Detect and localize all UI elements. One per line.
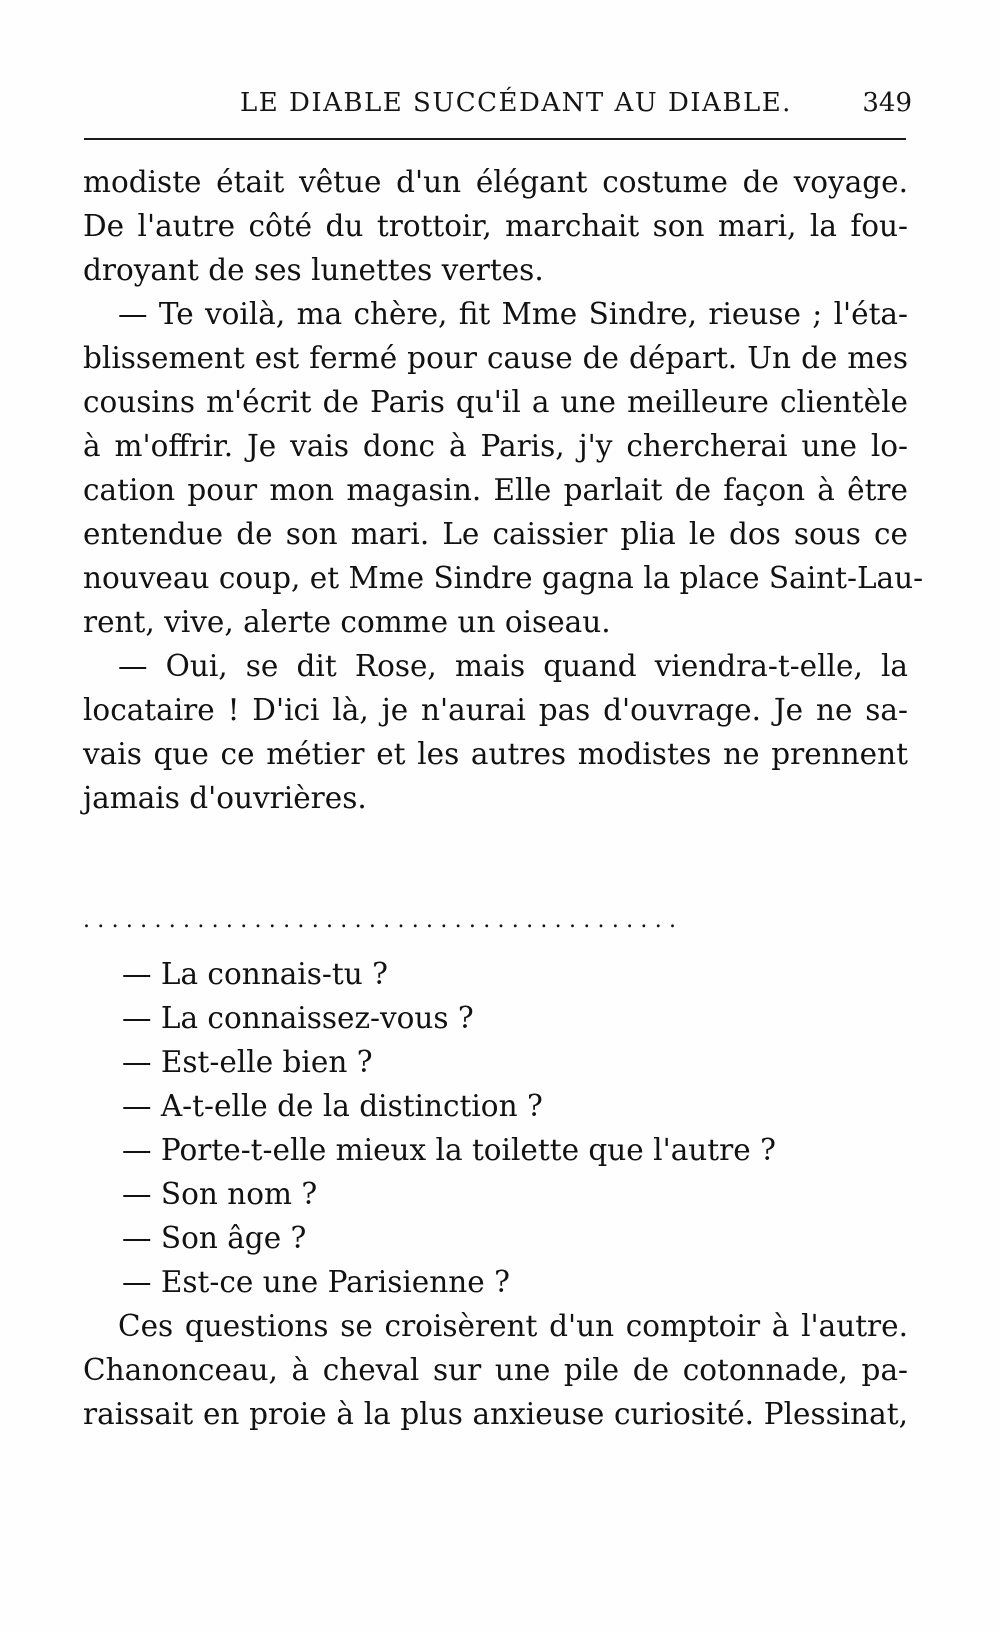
- dialogue-line: — La connais-tu ?: [122, 957, 388, 991]
- dialogue-line: — Est-elle bien ?: [122, 1045, 373, 1079]
- dotted-separator: ..........................................: [83, 908, 684, 928]
- text-line: Chanonceau, à cheval sur une pile de cotonnade, pa-: [83, 1353, 908, 1387]
- dialogue-line: — La connaissez-vous ?: [122, 1001, 474, 1035]
- dialogue-line: — Son nom ?: [122, 1177, 318, 1211]
- text-line: Ces questions se croisèrent d'un comptoir à l'autre.: [118, 1309, 908, 1343]
- dialogue-line: — Porte-t-elle mieux la toilette que l'autre ?: [122, 1133, 776, 1167]
- dialogue-line: — Son âge ?: [122, 1221, 307, 1255]
- text-line: De l'autre côté du trottoir, marchait son mari, la fou-: [83, 209, 908, 243]
- header-rule: [84, 138, 906, 140]
- text-line: modiste était vêtue d'un élégant costume de voyage.: [83, 165, 908, 199]
- text-line: — Te voilà, ma chère, fit Mme Sindre, rieuse ; l'éta-: [118, 297, 908, 331]
- text-line: nouveau coup, et Mme Sindre gagna la place Saint-Lau-: [83, 561, 924, 595]
- text-line: rent, vive, alerte comme un oiseau.: [83, 605, 611, 639]
- text-line: droyant de ses lunettes vertes.: [83, 253, 544, 287]
- text-line: à m'offrir. Je vais donc à Paris, j'y chercherai une lo-: [83, 429, 908, 463]
- text-line: entendue de son mari. Le caissier plia le dos sous ce: [83, 517, 908, 551]
- text-line: locataire ! D'ici là, je n'aurai pas d'ouvrage. Je ne sa-: [83, 693, 908, 727]
- text-line: cousins m'écrit de Paris qu'il a une meilleure clientèle: [83, 385, 908, 419]
- dialogue-line: — Est-ce une Parisienne ?: [122, 1265, 510, 1299]
- text-line: vais que ce métier et les autres modistes ne prennent: [83, 737, 908, 771]
- text-line: cation pour mon magasin. Elle parlait de façon à être: [83, 473, 908, 507]
- text-line: blissement est fermé pour cause de départ. Un de mes: [83, 341, 908, 375]
- text-line: — Oui, se dit Rose, mais quand viendra-t-elle, la: [118, 649, 908, 683]
- text-line: jamais d'ouvrières.: [83, 781, 367, 815]
- running-title: LE DIABLE SUCCÉDANT AU DIABLE.: [240, 88, 792, 118]
- page-header: [84, 88, 912, 128]
- page-number: 349: [862, 88, 912, 118]
- text-line: raissait en proie à la plus anxieuse curiosité. Plessinat,: [83, 1397, 908, 1431]
- dialogue-line: — A-t-elle de la distinction ?: [122, 1089, 543, 1123]
